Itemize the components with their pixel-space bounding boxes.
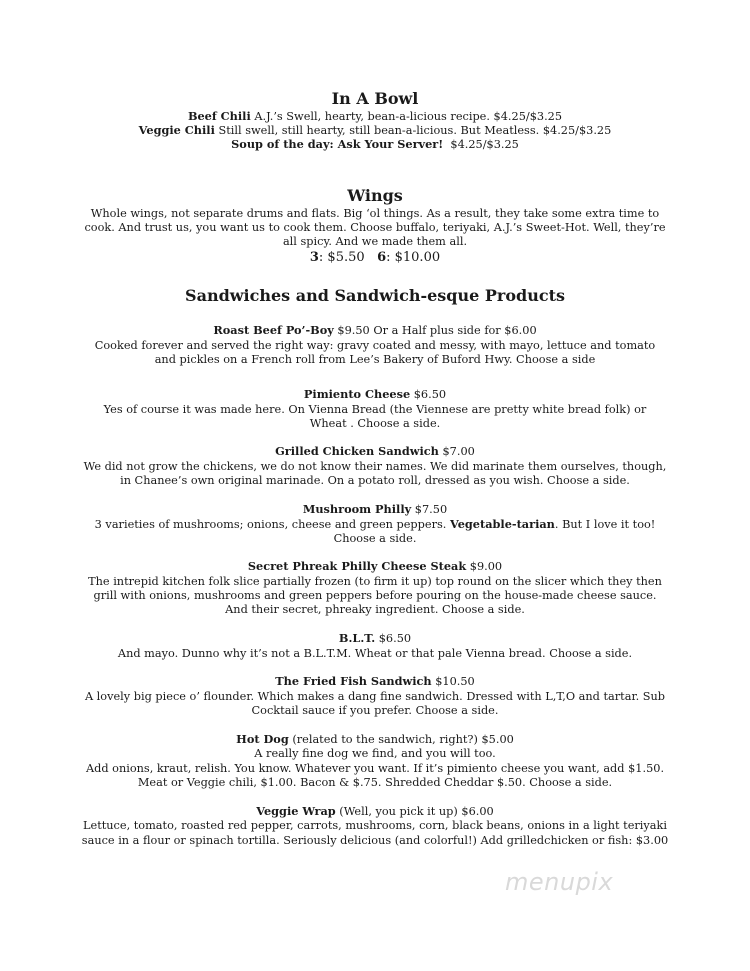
wings-count-6: 6: [377, 250, 387, 265]
item-name: Soup of the day: Ask Your Server!: [231, 137, 444, 151]
menu-item-veggie-chili: [20, 123, 730, 138]
item-price: $10.50: [431, 675, 475, 688]
item-desc: A.J.’s Swell, hearty, bean-a-licious recipe. $4.25/$3.25: [250, 110, 563, 123]
item-desc-line: A lovely big piece o’ flounder. Which makes a dang fine sandwich. Dressed with L,T,O and tartar. Sub: [84, 690, 666, 703]
menu-item-title: [20, 323, 730, 338]
item-desc-line: A really fine dog we find, and you will too.: [254, 747, 496, 760]
item-desc-line: sauce in a flour or spinach tortilla. Seriously delicious (and colorful!) Add grilledchicken or fish: $3.00: [81, 834, 669, 847]
item-name: Hot Dog: [236, 732, 289, 746]
item-desc-line: grill with onions, mushrooms and green peppers before pouring on the house-made cheese sauce.: [93, 589, 657, 602]
wings-count-3: 3: [309, 250, 319, 265]
item-name: Pimiento Cheese: [303, 387, 411, 401]
watermark-logo: menupix: [505, 868, 614, 896]
menu-item-title: [20, 387, 730, 402]
menu-item-beef-chili: [20, 109, 730, 124]
wings-prices: [0, 250, 750, 265]
menu-item-soup: [20, 137, 730, 152]
item-price: $6.50: [410, 388, 447, 401]
item-desc-line: [20, 517, 730, 532]
item-name: Mushroom Philly: [302, 502, 412, 516]
item-name: Beef Chili: [187, 109, 251, 123]
item-desc-line: Add onions, kraut, relish. You know. Whatever you want. If it’s pimiento cheese you want, add $1.50.: [85, 762, 665, 775]
item-price: (related to the sandwich, right?) $5.00: [288, 733, 514, 746]
item-name: Roast Beef Po’-Boy: [213, 323, 334, 337]
menu-item-title: [20, 444, 730, 459]
menu-item-title: [20, 804, 730, 819]
item-price: $9.50 Or a Half plus side for $6.00: [333, 324, 537, 337]
wings-price-3: : $5.50: [318, 250, 365, 265]
item-desc-line: Yes of course it was made here. On Vienna Bread (the Viennese are pretty white bread folk) or: [103, 403, 647, 416]
wings-desc-line: Whole wings, not separate drums and flats. Big ‘ol things. As a result, they take some extra time to: [90, 207, 660, 220]
item-desc-emphasis: Vegetable-tarian: [449, 517, 555, 531]
item-price: $4.25/$3.25: [443, 138, 519, 151]
item-desc-line: in Chanee’s own original marinade. On a potato roll, dressed as you wish. Choose a side.: [120, 474, 630, 487]
item-desc-line: Lettuce, tomato, roasted red pepper, carrots, mushrooms, corn, black beans, onions in a light teriyaki: [83, 819, 667, 832]
item-price: $6.50: [375, 632, 412, 645]
item-desc-text: . But I love it too!: [554, 518, 656, 531]
menu-item-title: [20, 732, 730, 747]
item-desc-line: Wheat . Choose a side.: [309, 417, 441, 430]
item-name: Veggie Chili: [138, 123, 215, 137]
item-desc-line: And mayo. Dunno why it’s not a B.L.T.M. Wheat or that pale Vienna bread. Choose a side.: [117, 647, 633, 660]
item-name: Secret Phreak Philly Cheese Steak: [247, 559, 467, 573]
wings-desc-line: all spicy. And we made them all.: [282, 235, 468, 248]
item-desc-line: We did not grow the chickens, we do not know their names. We did marinate them ourselves, though,: [83, 460, 667, 473]
item-name: Veggie Wrap: [256, 804, 336, 818]
item-price: $7.00: [438, 445, 475, 458]
item-name: The Fried Fish Sandwich: [275, 674, 432, 688]
item-desc-line: Choose a side.: [333, 532, 417, 545]
item-name: Grilled Chicken Sandwich: [275, 444, 439, 458]
section-title-bowl: In A Bowl: [331, 89, 419, 108]
item-desc-line: Cocktail sauce if you prefer. Choose a side.: [251, 704, 499, 717]
item-price: $7.50: [411, 503, 448, 516]
item-desc-text: 3 varieties of mushrooms; onions, cheese and green peppers.: [94, 518, 450, 531]
section-title-wings: Wings: [347, 186, 403, 205]
menu-item-title: [20, 502, 730, 517]
wings-price-6: : $10.00: [386, 250, 441, 265]
menu-item-title: [20, 631, 730, 646]
item-desc-line: Cooked forever and served the right way: gravy coated and messy, with mayo, lettuce and tomato: [94, 339, 656, 352]
menu-item-title: [20, 674, 730, 689]
item-price: $9.00: [466, 560, 503, 573]
item-desc-line: Meat or Veggie chili, $1.00. Bacon & $.75. Shredded Cheddar $.50. Choose a side.: [137, 776, 613, 789]
wings-desc-line: cook. And trust us, you want us to cook them. Choose buffalo, teriyaki, A.J.’s Sweet-Hot. Well, they’re: [84, 221, 666, 234]
item-desc: Still swell, still hearty, still bean-a-licious. But Meatless. $4.25/$3.25: [214, 124, 612, 137]
item-desc-line: And their secret, phreaky ingredient. Choose a side.: [225, 603, 525, 616]
item-price: (Well, you pick it up) $6.00: [335, 805, 494, 818]
item-name: B.L.T.: [338, 631, 376, 645]
item-desc-line: The intrepid kitchen folk slice partially frozen (to firm it up) top round on the slicer which they then: [88, 575, 662, 588]
item-desc-line: and pickles on a French roll from Lee’s Bakery of Buford Hwy. Choose a side: [154, 353, 596, 366]
section-title-sandwiches: Sandwiches and Sandwich-esque Products: [185, 286, 565, 305]
menu-item-title: [20, 559, 730, 574]
